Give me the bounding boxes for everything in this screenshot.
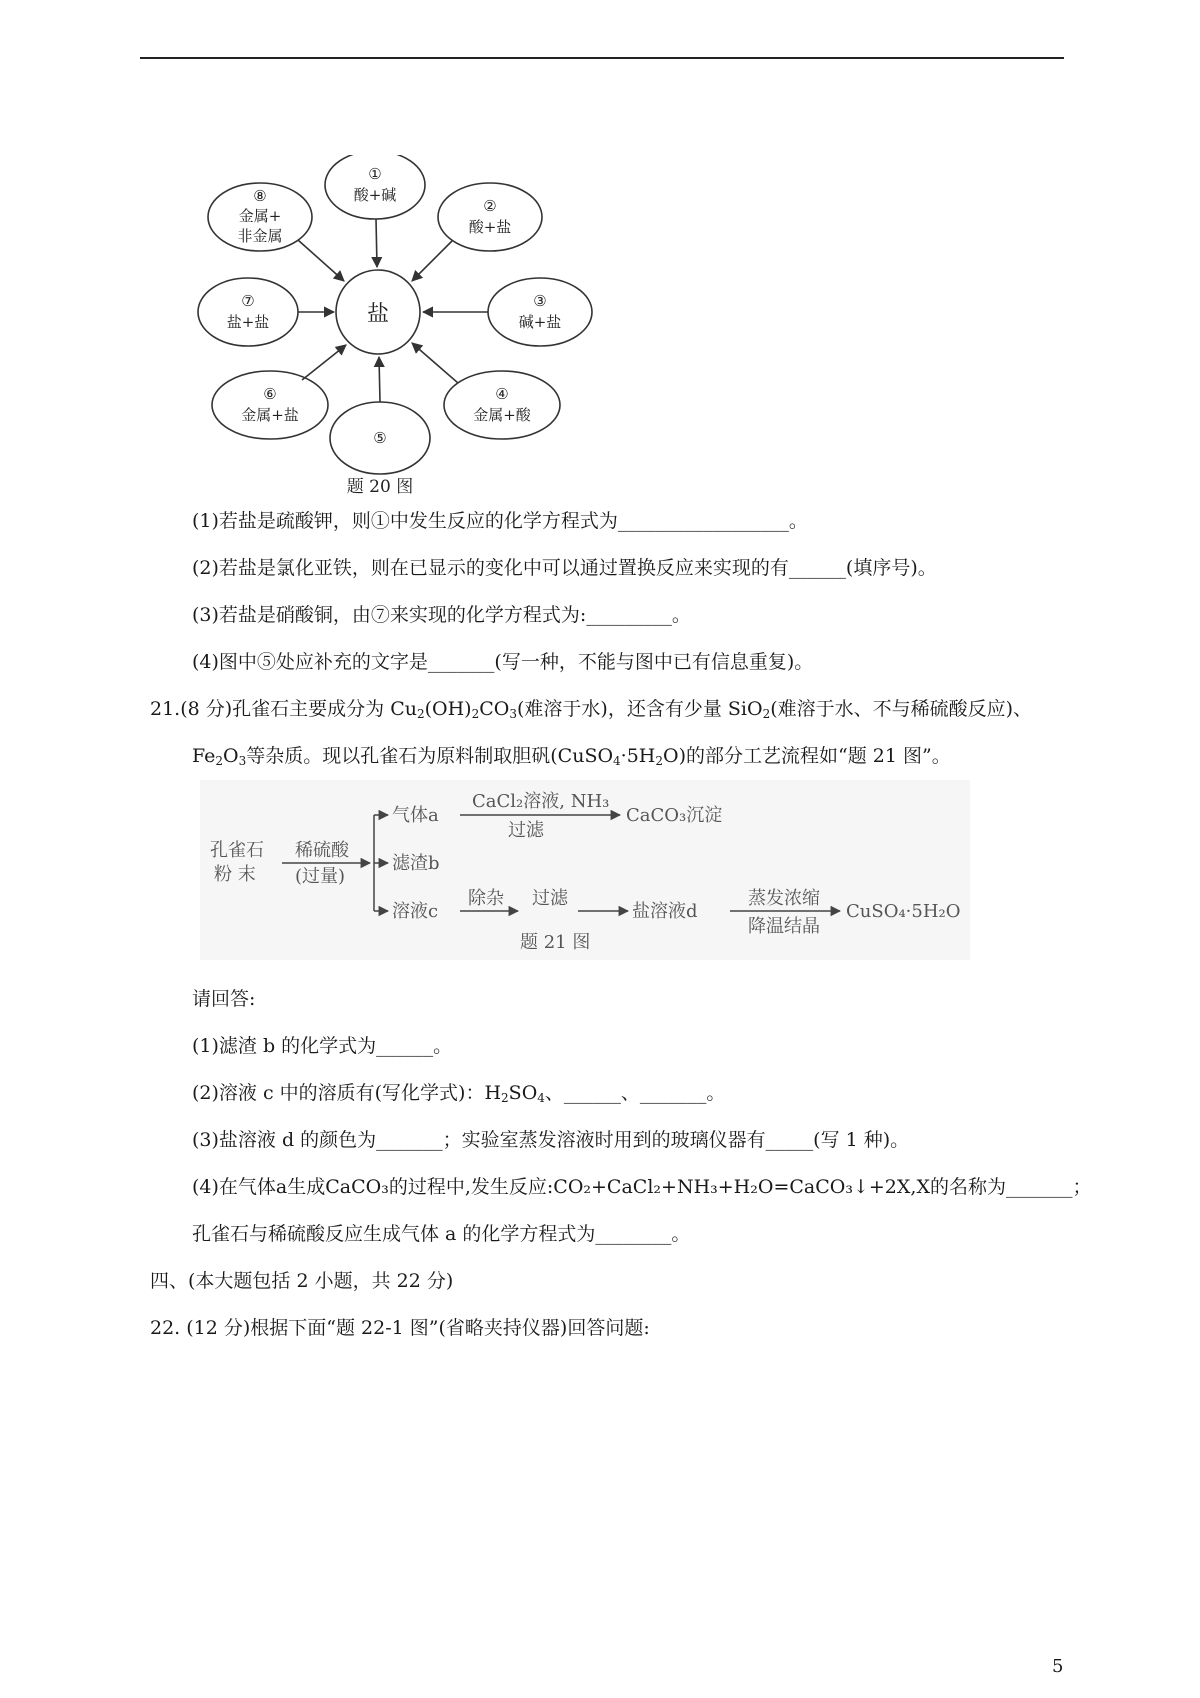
- q20-sub-2: (2)若盐是氯化亚铁，则在已显示的变化中可以通过置换反应来实现的有______(填序号)。: [192, 557, 937, 579]
- solution-c-label: 溶液c: [392, 901, 439, 922]
- q20-sub-1: (1)若盐是疏酸钾，则①中发生反应的化学方程式为__________________。: [192, 510, 808, 532]
- cool-crystallize-label: 降温结晶: [748, 916, 820, 937]
- node-8-label: 金属+: [238, 207, 282, 225]
- node-3-number: ③: [533, 292, 547, 310]
- precipitate-label: CaCO₃沉淀: [626, 805, 723, 826]
- figure-21-caption: 题 21 图: [520, 932, 591, 953]
- node-2-label: 酸+盐: [468, 218, 512, 236]
- figure-20-caption: 题 20 图: [346, 477, 414, 495]
- figure-21-flowchart: [200, 780, 970, 960]
- q20-sub-3: (3)若盐是硝酸铜，由⑦来实现的化学方程式为:_________。: [192, 604, 691, 626]
- node-4-number: ④: [495, 385, 509, 403]
- node-7-label: 盐+盐: [226, 313, 270, 331]
- node-8-number: ⑧: [253, 187, 267, 205]
- q21-sub-3: (3)盐溶液 d 的颜色为_______；实验室蒸发溶液时用到的玻璃仪器有_____(写 1 种)。: [192, 1129, 910, 1151]
- salt-center-label: 盐: [366, 302, 390, 327]
- node-1-label: 酸+碱: [353, 186, 397, 204]
- section-4-heading: 四、(本大题包括 2 小题，共 22 分): [150, 1270, 454, 1292]
- q21-sub-1: (1)滤渣 b 的化学式为______。: [192, 1035, 453, 1057]
- gas-a-label: 气体a: [392, 805, 439, 826]
- header-rule: [140, 57, 1064, 59]
- raw-material-label: 孔雀石: [210, 840, 264, 861]
- q21-intro-line-1: 21.(8 分)孔雀石主要成分为 $Cu_2(OH)_2CO_3$(难溶于水)，还含有少量 SiO$_2$(难溶于水、不与稀硫酸反应)、: [150, 698, 1033, 721]
- filter-label: 过滤: [508, 820, 544, 841]
- node-3-label: 碱+盐: [518, 313, 562, 331]
- raw-material-label-2: 粉 末: [214, 864, 256, 885]
- node-6-label: 金属+盐: [241, 406, 299, 424]
- node-8-label-line2: 非金属: [237, 227, 283, 245]
- q20-sub-4: (4)图中⑤处应补充的文字是_______(写一种，不能与图中已有信息重复)。: [192, 651, 814, 673]
- node-4-label: 金属+酸: [473, 406, 531, 424]
- excess-label: (过量): [295, 866, 346, 887]
- salt-solution-d-label: 盐溶液d: [632, 901, 698, 922]
- q21-sub-5: 孔雀石与稀硫酸反应生成气体 a 的化学方程式为________。: [192, 1223, 691, 1245]
- acid-label: 稀硫酸: [295, 840, 349, 861]
- q21-ask: 请回答:: [192, 988, 256, 1010]
- purify-label: 除杂: [468, 888, 504, 909]
- filter-2-label: 过滤: [532, 888, 568, 909]
- node-5-number: ⑤: [373, 429, 387, 447]
- q21-sub-4: (4)在气体a生成CaCO₃的过程中,发生反应:CO₂+CaCl₂+NH₃+H₂O=CaCO₃↓+2X,X的名称为_______；: [192, 1176, 1092, 1198]
- product-label: CuSO₄·5H₂O: [846, 901, 961, 922]
- residue-b-label: 滤渣b: [392, 853, 440, 874]
- reagent-label: CaCl₂溶液, NH₃: [472, 791, 610, 812]
- node-7-number: ⑦: [241, 292, 255, 310]
- node-6-number: ⑥: [263, 385, 277, 403]
- evaporate-label: 蒸发浓缩: [748, 888, 820, 909]
- figure-20-diagram: [190, 155, 610, 495]
- page-number: 5: [1052, 1656, 1064, 1677]
- node-1-number: ①: [368, 165, 382, 183]
- q22-intro: 22. (12 分)根据下面“题 22-1 图”(省略夹持仪器)回答问题:: [150, 1317, 650, 1339]
- q21-sub-2: (2)溶液 c 中的溶质有(写化学式)：$H_2SO_4$、______、_______。: [192, 1082, 726, 1105]
- q21-intro-line-2: $Fe_2O_3$等杂质。现以孔雀石为原料制取胆矾$(CuSO_4\cdot 5H_2O)$的部分工艺流程如“题 21 图”。: [192, 745, 951, 768]
- node-2-number: ②: [483, 197, 497, 215]
